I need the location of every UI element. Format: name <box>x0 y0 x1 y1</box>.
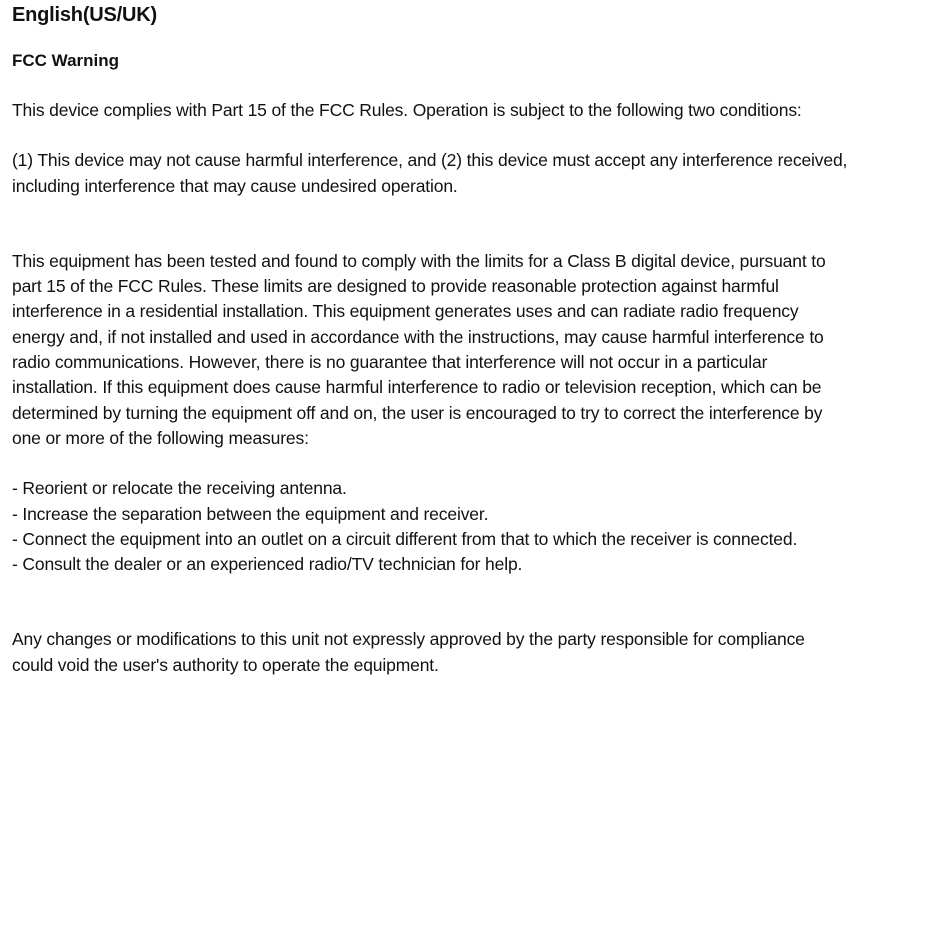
class-b-line: radio communications. However, there is no guarantee that interference will not occur in a particular <box>12 352 768 373</box>
class-b-line: one or more of the following measures: <box>12 427 309 448</box>
measures-list <box>12 476 940 577</box>
class-b-line: determined by turning the equipment off and on, the user is encouraged to try to correct the interference by <box>12 402 823 423</box>
modifications-warning <box>12 627 940 678</box>
class-b-line: interference in a residential installation. This equipment generates uses and can radiate radio frequency <box>12 301 799 322</box>
measure-item: - Increase the separation between the equipment and receiver. <box>12 503 489 524</box>
class-b-line: This equipment has been tested and found to comply with the limits for a Class B digital device, pursuant to <box>12 250 826 271</box>
measure-item: - Connect the equipment into an outlet on a circuit different from that to which the receiver is connected. <box>12 528 798 549</box>
fcc-warning-title: FCC Warning <box>12 51 120 70</box>
modifications-line: Any changes or modifications to this unit not expressly approved by the party responsible for compliance <box>12 629 805 650</box>
conditions-line: including interference that may cause undesired operation. <box>12 175 458 196</box>
class-b-paragraph <box>12 249 940 451</box>
class-b-line: part 15 of the FCC Rules. These limits are designed to provide reasonable protection against harmful <box>12 276 779 297</box>
class-b-line: energy and, if not installed and used in accordance with the instructions, may cause harmful interference to <box>12 326 824 347</box>
compliance-statement: This device complies with Part 15 of the FCC Rules. Operation is subject to the following two conditions: <box>12 100 802 120</box>
modifications-line: could void the user's authority to operate the equipment. <box>12 654 439 675</box>
conditions-paragraph <box>12 148 940 199</box>
measure-item: - Reorient or relocate the receiving antenna. <box>12 478 347 499</box>
language-heading: English(US/UK) <box>12 4 157 26</box>
document-page <box>12 0 940 678</box>
measure-item: - Consult the dealer or an experienced radio/TV technician for help. <box>12 554 523 575</box>
class-b-line: installation. If this equipment does cause harmful interference to radio or television reception, which can be <box>12 377 822 398</box>
conditions-line: (1) This device may not cause harmful interference, and (2) this device must accept any interference received, <box>12 150 848 171</box>
